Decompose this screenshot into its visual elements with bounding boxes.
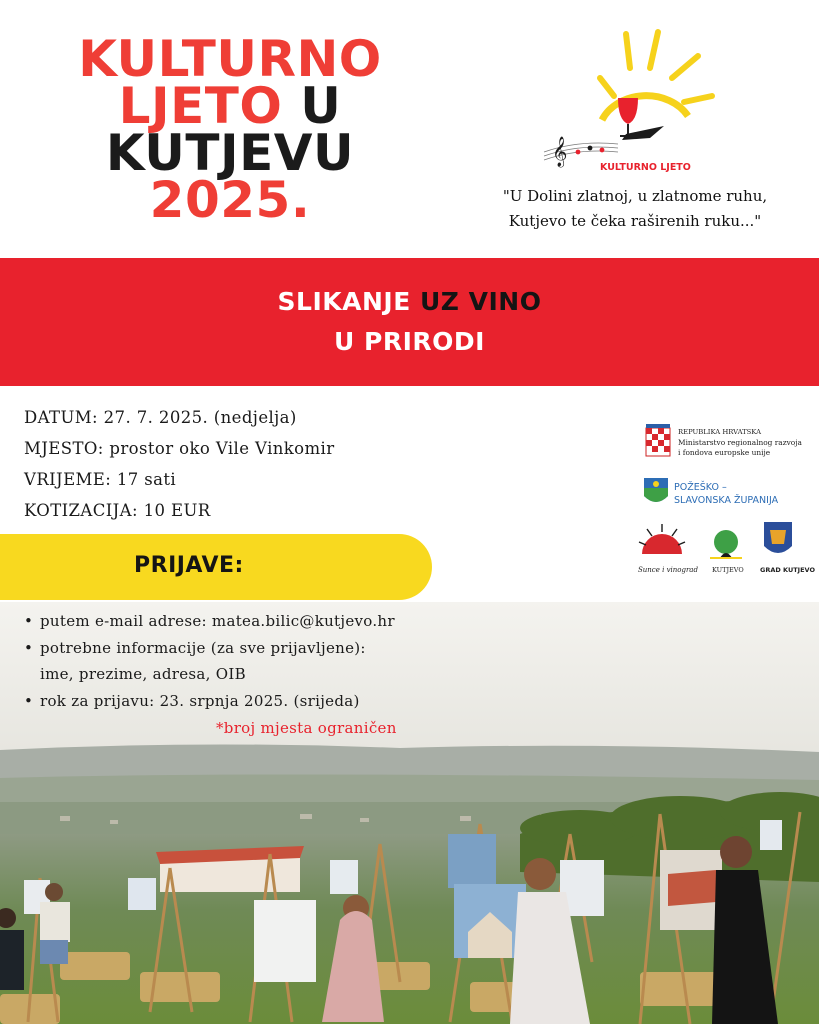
event-title — [0, 282, 819, 362]
county-line-2: SLAVONSKA ŽUPANIJA — [674, 495, 779, 506]
registration-item-text: potrebne informacije (za sve prijavljene): — [40, 638, 366, 657]
sun-arc-icon — [602, 96, 688, 120]
ministry-line-3: i fondova europske unije — [678, 448, 771, 457]
sunce-vinograd-logo — [638, 524, 698, 574]
prijave-label: PRIJAVE: — [134, 553, 244, 578]
poster-quote — [470, 184, 800, 234]
event-banner — [0, 258, 819, 386]
logo-text: KULTURNO LJETO — [600, 162, 691, 173]
logo-kutjevo-text: KUTJEVO — [712, 566, 744, 574]
quote-line-2: Kutjevo te čeka raširenih ruku..." — [508, 212, 762, 230]
poster-header — [0, 0, 819, 258]
title-line-4: 2025. — [149, 171, 311, 229]
prijave-banner — [0, 534, 432, 600]
registration-item-deadline — [24, 688, 395, 715]
registration-list — [24, 608, 395, 714]
sponsor-logos — [634, 420, 815, 590]
event-title-uz-vino: UZ VINO — [420, 287, 542, 316]
treble-clef-icon: 𝄞 — [552, 137, 568, 167]
bullet-icon: • — [24, 638, 34, 657]
registration-item-email — [24, 608, 395, 635]
kutjevo-library-logo — [710, 530, 744, 574]
ministry-logo — [634, 424, 804, 468]
registration-item-info-continued: ime, prezime, adresa, OIB — [40, 665, 246, 683]
quote-line-1: "U Dolini zlatnoj, u zlatnome ruhu, — [502, 187, 768, 205]
wine-glass-icon — [618, 98, 638, 124]
sun-rays-icon — [600, 32, 712, 102]
county-logo — [634, 474, 804, 514]
title-line-3: KUTJEVU — [105, 124, 355, 182]
county-shield-icon — [644, 478, 668, 502]
event-title-u-prirodi: U PRIRODI — [334, 327, 485, 356]
bullet-icon: • — [24, 612, 34, 630]
kulturno-ljeto-logo — [538, 28, 728, 180]
title-ljeto: LJETO — [118, 77, 283, 135]
registration-item-info — [24, 635, 395, 662]
ministry-line-1: REPUBLIKA HRVATSKA — [678, 428, 762, 436]
logo-grad-kutjevo-text: GRAD KUTJEVO — [760, 566, 815, 574]
poster-title — [0, 30, 460, 229]
croatian-coat-of-arms-icon — [646, 424, 670, 456]
local-logos — [634, 518, 815, 586]
bullet-icon: • — [24, 691, 34, 710]
info-vrijeme: VRIJEME: 17 sati — [24, 470, 177, 489]
limited-places-note: *broj mjesta ograničen — [216, 719, 397, 737]
ministry-line-2: Ministarstvo regionalnog razvoja — [678, 438, 802, 447]
info-datum: DATUM: 27. 7. 2025. (nedjelja) — [24, 408, 297, 427]
grad-kutjevo-coat-of-arms-icon — [760, 522, 815, 574]
title-line-2 — [0, 77, 460, 135]
info-kotizacija: KOTIZACIJA: 10 EUR — [24, 501, 211, 520]
registration-item-text: rok za prijavu: 23. srpnja 2025. (srijeda) — [40, 691, 360, 710]
event-title-slikanje: SLIKANJE — [277, 287, 411, 316]
event-info — [24, 402, 335, 526]
title-u: U — [300, 77, 342, 135]
county-line-1: POŽEŠKO – — [674, 482, 727, 493]
registration-item-text: putem e-mail adrese: matea.bilic@kutjevo.hr — [40, 612, 395, 630]
info-mjesto: MJESTO: prostor oko Vile Vinkomir — [24, 439, 335, 458]
logo-sunce-text: Sunce i vinograd — [638, 566, 698, 574]
title-line-1: KULTURNO — [78, 30, 382, 88]
